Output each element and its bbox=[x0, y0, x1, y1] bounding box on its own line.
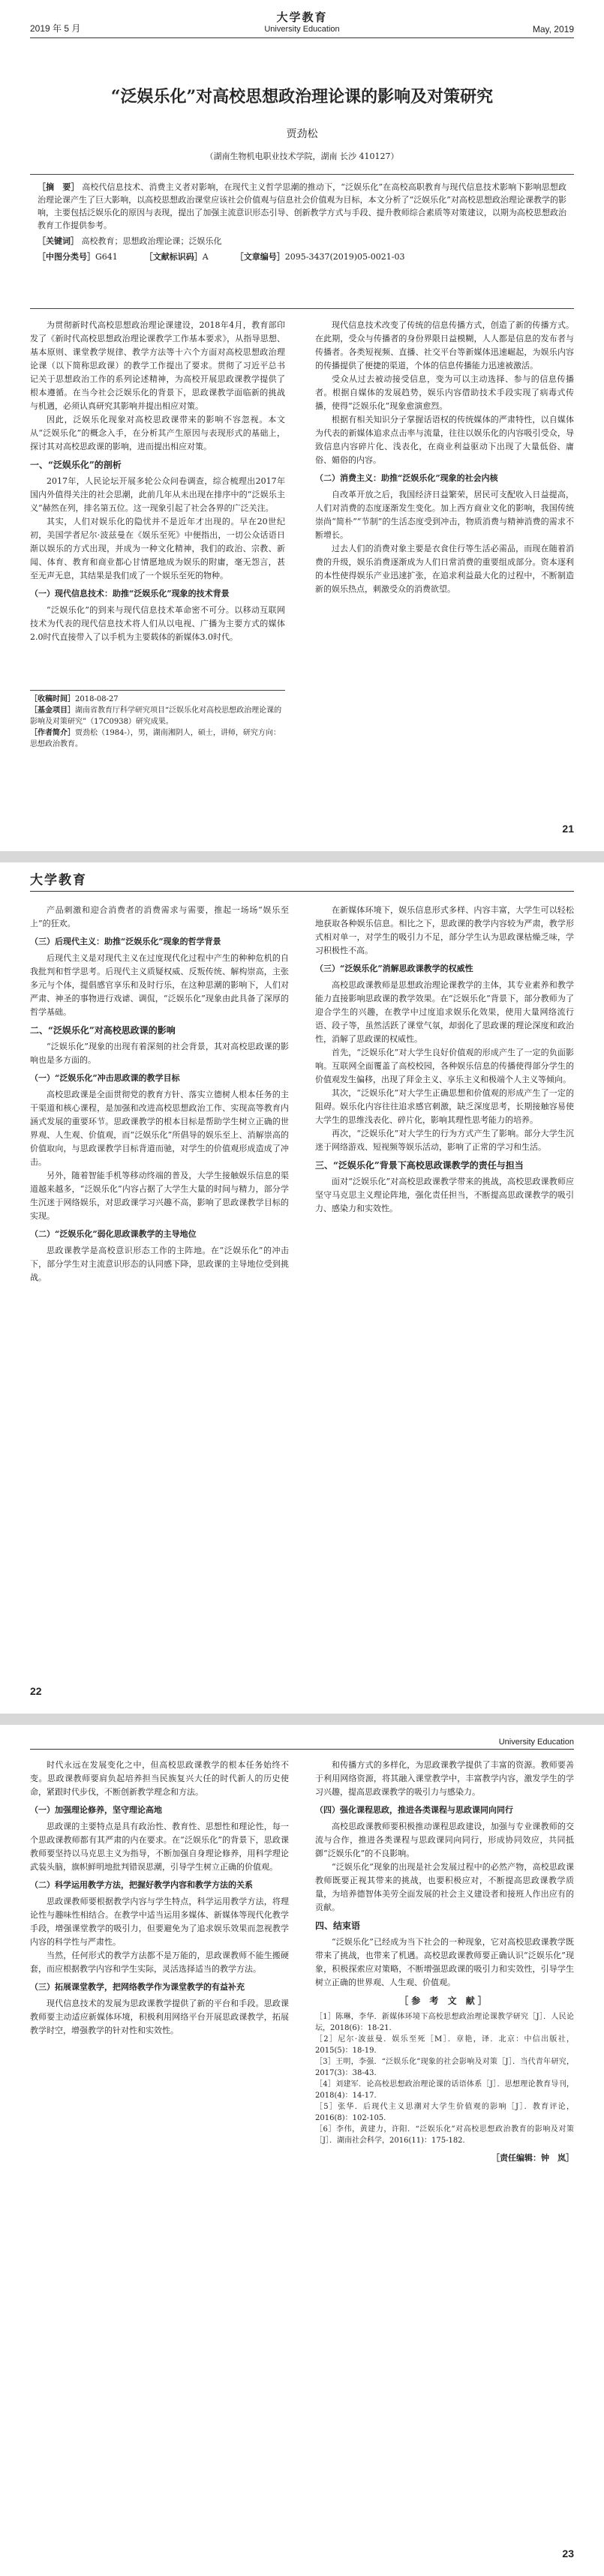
subsection-heading: （四）强化课程思政，推进各类课程与思政课同向同行 bbox=[315, 1805, 513, 1815]
keywords-text: 高校教育；思想政治理论课；泛娱乐化 bbox=[81, 236, 222, 246]
reference-item: ［2］尼尔·波兹曼．娱乐至死［M］．章艳，译．北京：中信出版社，2015(5)：18-19. bbox=[315, 2035, 574, 2055]
paragraph: 后现代主义是对现代主义在过度现代化过程中产生的种种危机的自我批判和哲学思考。后现代主义质疑权威、反叛传统、解构崇高，主张多元与个体，提倡感官享乐和及时行乐，在这种思潮的影响下，人们对严肃、神圣的事物进行戏谑、调侃，“泛娱乐化”现象由此具备了深厚的哲学基础。 bbox=[30, 953, 289, 1017]
page2-right-column bbox=[315, 904, 574, 1676]
paragraph: 和传播方式的多样化，为思政课教学提供了丰富的资源。教师要善于利用网络资源，将其融入课堂教学中，丰富教学内容，激发学生的学习兴趣，提高思政课教学的吸引力与感染力。 bbox=[315, 1760, 574, 1797]
paragraph: 另外，随着智能手机等移动终端的普及，大学生接触娱乐信息的渠道越来越多，“泛娱乐化”内容占据了大学生大量的时间与精力，部分学生沉迷于网络娱乐，对思政课学习兴趣不高，影响了思政课教学目标的实现。 bbox=[30, 1171, 289, 1221]
reference-item: ［1］陈琳，李华．新媒体环境下高校思想政治理论课教学研究［J］．人民论坛，2018(6)：18-21. bbox=[315, 2013, 574, 2032]
page2-left-column bbox=[30, 904, 289, 1676]
paragraph: 为贯彻新时代高校思想政治理论课建设，2018年4月，教育部印发了《新时代高校思想政治理论课教学工作基本要求》，从指导思想、基本原则、课堂教学规律、教学方法等十六个方面对高校思想政治理论课（以下简称思政课）的教学工作提出了要求。贯彻了习近平总书记关于思想政治工作的系列论述精神，为高校开展思政课教学提供了根本遵循。在当今社会泛娱乐化的背景下，思政课教学面临新的挑战与机遇，必须认真研究其影响并提出相应对策。 bbox=[30, 320, 285, 411]
subsection-heading: （一）“泛娱乐化”冲击思政课的教学目标 bbox=[30, 1073, 180, 1083]
issue-date-en: May, 2019 bbox=[532, 24, 574, 34]
references-title: ［参 考 文 献］ bbox=[399, 1996, 490, 2006]
page-3 bbox=[0, 1725, 604, 2576]
received-date: ［收稿时间］2018-08-27 bbox=[30, 695, 119, 703]
paragraph: 思政课的主要特点是具有政治性、教育性、思想性和理论性，每一个思政课教师都有其严肃的内在要求。在“泛娱乐化”的背景下，思政课教师要坚持以马克思主义为指导，不断加强自身理论修养，用科学理论武装头脑，旗帜鲜明地批判错误思潮，引导学生树立正确的价值观。 bbox=[30, 1822, 289, 1872]
paragraph: 因此，泛娱乐化现象对高校思政课带来的影响不容忽视。本文从“泛娱乐化”的概念入手，在分析其产生原因与表现形式的基础上，探讨其对高校思政课的影响，进而提出相应对策。 bbox=[30, 415, 285, 451]
abstract-box bbox=[30, 174, 574, 309]
running-header bbox=[30, 4, 574, 38]
subsection-heading: （三）“泛娱乐化”消解思政课教学的权威性 bbox=[315, 964, 473, 973]
page-number: 23 bbox=[562, 2548, 574, 2560]
paragraph: 产品刺激和迎合消费者的消费需求与需要，推起一场场“娱乐至上”的狂欢。 bbox=[30, 905, 289, 928]
paragraph: 思政课教学是高校意识形态工作的主阵地。在“泛娱乐化”的冲击下，部分学生对主流意识形态的认同感下降，思政课的主导地位受到挑战。 bbox=[30, 1246, 289, 1282]
paragraph: “泛娱乐化”现象的出现是社会发展过程中的必然产物，高校思政课教师既要正视其带来的挑战，也要积极应对，不断提高思政课教学质量，为培养德智体美劳全面发展的社会主义建设者和接班人作出应有的贡献。 bbox=[315, 1862, 574, 1912]
author-bio: ［作者简介］贾劲松（1984-），男，湖南湘阴人，硕士，讲师，研究方向：思想政治教育。 bbox=[30, 729, 281, 748]
paragraph: 其实，人们对娱乐化的隐忧并不是近年才出现的。早在20世纪初，美国学者尼尔·波兹曼在《娱乐至死》中便指出，一切公众话语日渐以娱乐的方式出现，并成为一种文化精神，我们的政治、宗教、新闻、体育、教育和商业都心甘情愿地成为娱乐的附庸，毫无怨言，甚至无声无息，其结果是我们成了一个娱乐至死的物种。 bbox=[30, 517, 285, 580]
doc-code: ［文献标识码］A bbox=[144, 252, 209, 262]
journal-masthead bbox=[30, 9, 574, 34]
classification-ids bbox=[38, 250, 566, 263]
page1-left-column bbox=[30, 319, 285, 679]
section-heading: 三、“泛娱乐化”背景下高校思政课教学的责任与担当 bbox=[315, 1160, 524, 1171]
paragraph: “泛娱乐化”已经成为当下社会的一种现象，它对高校思政课教学既带来了挑战，也带来了机遇。高校思政课教师要正确认识“泛娱乐化”现象，积极探索应对策略，不断增强思政课的吸引力和实效性，引导学生树立正确的世界观、人生观、价值观。 bbox=[315, 1937, 574, 1987]
paragraph: 现代信息技术改变了传统的信息传播方式，创造了新的传播方式。在此期，受众与传播者的身份界限日益模糊，人人都是信息的发布者与传播者。各类短视频、直播、社交平台等新媒体迅速崛起，为娱乐内容的传播提供了便捷的渠道，个体的信息传播能力迅速被激活。 bbox=[315, 320, 574, 370]
paragraph: 高校思政课教师是思想政治理论课教学的主体，其专业素养和教学能力直接影响思政课的教学效果。在“泛娱乐化”背景下，部分教师为了迎合学生的兴趣，在教学中过度追求娱乐化效果，使用大量网络流行语、段子等，虽然活跃了课堂气氛，却弱化了思政课的理论深度和政治性，消解了思政课的权威性。 bbox=[315, 980, 574, 1044]
journal-name: 大学教育 bbox=[276, 11, 328, 24]
subsection-heading: （二）消费主义：助推“泛娱乐化”现象的社会内核 bbox=[315, 473, 498, 483]
journal-name-en: University Education bbox=[264, 25, 340, 34]
abstract bbox=[38, 181, 566, 232]
page-2 bbox=[0, 862, 604, 1714]
paragraph: “泛娱乐化”现象的出现有着深刻的社会背景，其对高校思政课的影响也是多方面的。 bbox=[30, 1042, 289, 1065]
paragraph: 当然，任何形式的教学方法都不是万能的，思政课教师不能生搬硬套，而应根据教学内容和学生实际，灵活选择适当的教学方法。 bbox=[30, 1951, 289, 1974]
paragraph: 其次，“泛娱乐化”对大学生正确思想和价值观的形成产生了一定的阻碍。娱乐化内容往往追求感官刺激，缺乏深度思考，长期接触容易使大学生的思维浅表化、碎片化，影响其理性思考能力的培养。 bbox=[315, 1088, 574, 1125]
subsection-heading: （三）后现代主义：助推“泛娱乐化”现象的哲学背景 bbox=[30, 937, 221, 946]
section-heading: 一、“泛娱乐化”的剖析 bbox=[30, 460, 122, 470]
running-header bbox=[30, 1731, 574, 1750]
paragraph: 在新媒体环境下，娱乐信息形式多样、内容丰富，大学生可以轻松地获取各种娱乐信息。相比之下，思政课的教学内容较为严肃，教学形式相对单一，对学生的吸引力不足，部分学生认为思政课枯燥乏味，学习积极性不高。 bbox=[315, 905, 574, 955]
paragraph: 面对“泛娱乐化”对高校思政课教学带来的挑战，高校思政课教师应坚守马克思主义理论阵地，强化责任担当，不断提高思政课教学的吸引力、感染力和实效性。 bbox=[315, 1177, 574, 1213]
responsible-editor: ［责任编辑：钟 岚］ bbox=[491, 2153, 574, 2163]
page-number: 21 bbox=[562, 823, 574, 835]
article-id: ［文章编号］2095-3437(2019)05-0021-03 bbox=[235, 252, 405, 262]
paragraph: 自改革开放之后，我国经济日益繁荣，居民可支配收入日益提高，人们对消费的态度逐渐发生变化。加上西方商业文化的影响，我国传统崇尚“简朴”“节制”的生活态度受到冲击，物质消费与精神消费的需求不断增长。 bbox=[315, 490, 574, 540]
page-1 bbox=[0, 0, 604, 851]
subsection-heading: （一）加强理论修养，坚守理论高地 bbox=[30, 1805, 162, 1815]
footnote bbox=[30, 690, 285, 750]
author-affiliation: （湖南生物机电职业技术学院，湖南 长沙 410127） bbox=[205, 151, 399, 161]
keywords-label: ［关键词］ bbox=[38, 236, 79, 246]
author-name: 贾劲松 bbox=[286, 128, 318, 140]
subsection-heading: （一）现代信息技术：助推“泛娱乐化”现象的技术背景 bbox=[30, 589, 230, 598]
paragraph: 高校思政课是全面贯彻党的教育方针、落实立德树人根本任务的主干渠道和核心课程，是加强和改进高校思想政治工作、实现高等教育内涵式发展的重要环节。思政课教学的根本目标是帮助学生树立正确的世界观、人生观、价值观，而“泛娱乐化”所倡导的娱乐至上、消解崇高的价值取向，与思政课教学目标背道而驰，对学生的价值观形成造成了冲击。 bbox=[30, 1090, 289, 1167]
clc-code: ［中图分类号］G641 bbox=[38, 252, 118, 262]
reference-item: ［4］刘建军．论高校思想政治理论课的话语体系［J］．思想理论教育导刊，2018(4)：14-17. bbox=[315, 2080, 574, 2100]
paragraph: 高校思政课教师要积极推动课程思政建设，加强与专业课教师的交流与合作，推进各类课程与思政课同向同行，形成协同效应，共同抵御“泛娱乐化”的不良影响。 bbox=[315, 1822, 574, 1858]
reference-item: ［5］张华．后现代主义思潮对大学生价值观的影响［J］．教育评论，2016(8)：102-105. bbox=[315, 2103, 574, 2122]
subsection-heading: （二）“泛娱乐化”弱化思政课教学的主导地位 bbox=[30, 1229, 197, 1239]
page3-right-column bbox=[315, 1759, 574, 2539]
subsection-heading: （三）拓展课堂教学，把网络教学作为课堂教学的有益补充 bbox=[30, 1982, 245, 1992]
article-title: “泛娱乐化”对高校思想政治理论课的影响及对策研究 bbox=[110, 87, 494, 106]
reference-item: ［3］王明，李强．“泛娱乐化”现象的社会影响及对策［J］．当代青年研究，2017(3)：38-43. bbox=[315, 2058, 574, 2077]
paragraph: 首先，“泛娱乐化”对大学生良好价值观的形成产生了一定的负面影响。互联网全面覆盖了高校校园，各种娱乐信息的传播使得部分学生的价值观发生偏移，出现了拜金主义、享乐主义和极端个人主义等倾向。 bbox=[315, 1048, 574, 1084]
journal-name-en: University Education bbox=[498, 1738, 574, 1747]
paragraph: 思政课教师要根据教学内容与学生特点，科学运用教学方法，将理论性与趣味性相结合。在教学中适当运用多媒体、新媒体等现代化教学手段，增强课堂教学的吸引力，但要避免为了追求娱乐效果而忽视教学内容的科学性与严肃性。 bbox=[30, 1897, 289, 1947]
paragraph: 再次，“泛娱乐化”对大学生的行为方式产生了影响。部分大学生沉迷于网络游戏、短视频等娱乐活动，影响了正常的学习和生活。 bbox=[315, 1129, 574, 1152]
reference-item: ［6］李伟，黄建力，许阳．“泛娱乐化”对高校思想政治教育的影响及对策［J］．湖南社会科学，2016(11)：175-182. bbox=[315, 2125, 574, 2145]
paragraph: 受众从过去被动接受信息，变为可以主动选择、参与的信息传播者。根据自媒体的发展趋势，娱乐内容借助技术手段实现了病毒式传播，使得“泛娱乐化”现象愈演愈烈。 bbox=[315, 374, 574, 411]
page1-right-column bbox=[315, 319, 574, 814]
keywords bbox=[38, 235, 566, 247]
paragraph: 时代永远在发展变化之中，但高校思政课教学的根本任务始终不变。思政课教师要肩负起培养担当民族复兴大任的时代新人的历史使命，紧跟时代步伐，不断创新教学理念和方法。 bbox=[30, 1760, 289, 1797]
page-number: 22 bbox=[30, 1685, 42, 1697]
page3-left-column bbox=[30, 1759, 289, 2539]
fund-info: ［基金项目］湖南省教育厅科学研究项目“泛娱乐化对高校思想政治理论课的影响及对策研究”（17C0938）研究成果。 bbox=[30, 706, 282, 726]
abstract-label: ［摘 要］ bbox=[38, 182, 80, 192]
paragraph: “泛娱乐化”的到来与现代信息技术革命密不可分。以移动互联网技术为代表的现代信息技术将人们从以电视、广播为主要方式的媒体2.0时代直接带入了以手机为主要载体的新媒体3.0时代。 bbox=[30, 605, 285, 642]
journal-logo: 大学教育 bbox=[30, 873, 87, 888]
section-heading: 四、结束语 bbox=[315, 1921, 361, 1931]
paragraph: 现代信息技术的发展为思政课教学提供了新的平台和手段。思政课教师要主动适应新媒体环境，积极利用网络平台开展思政课教学，拓展教学时空，增强教学的针对性和实效性。 bbox=[30, 1999, 289, 2035]
section-heading: 二、“泛娱乐化”对高校思政课的影响 bbox=[30, 1025, 176, 1036]
abstract-text: 高校代信息技术、消费主义者对影响，在现代主义哲学思潮的推动下，“泛娱乐化”在高校高职教育与现代信息技术影响下影响思想政治理论课产生了巨大影响，以高校思想政治课堂应该社会价值观与信息社会价值观为目标，本文分析了“泛娱乐化”对高校思想政治理论课教学的影响，主要包括泛娱乐化的原因与表现，提出了加强主流意识形态引导、创新教学方式与手段、提升教师综合素质等对策建议，以期为高校思想政治教育工作提供参考。 bbox=[38, 182, 567, 230]
running-header bbox=[30, 868, 574, 892]
paragraph: 根据有相关知识分子掌握话语权的传统媒体的严肃特性，以自媒体为代表的新媒体追求点击率与流量，往往以娱乐化的内容吸引受众，导致信息内容碎片化、浅表化，在商业利益驱动下出现了大量低俗、庸俗、媚俗的内容。 bbox=[315, 415, 574, 465]
subsection-heading: （二）科学运用教学方法，把握好教学内容和教学方法的关系 bbox=[30, 1880, 253, 1890]
paragraph: 2017年，人民论坛开展多轮公众问卷调查，综合梳理出2017年国内外值得关注的社会思潮，此前几年从未出现在排序中的“泛娱乐主义”赫然在列，排名第五位。这一现象引起了社会各界的广泛关注。 bbox=[30, 476, 285, 513]
references bbox=[315, 1996, 574, 2164]
paragraph: 过去人们的消费对象主要是衣食住行等生活必需品，而现在随着消费的升级，娱乐消费逐渐成为人们日常消费的重要组成部分。资本逐利的本性使得娱乐产业迅速扩张，在追求利益最大化的过程中，不断制造新的娱乐热点，刺激受众的消费欲望。 bbox=[315, 544, 574, 594]
issue-date: 2019 年 5 月 bbox=[30, 23, 81, 34]
